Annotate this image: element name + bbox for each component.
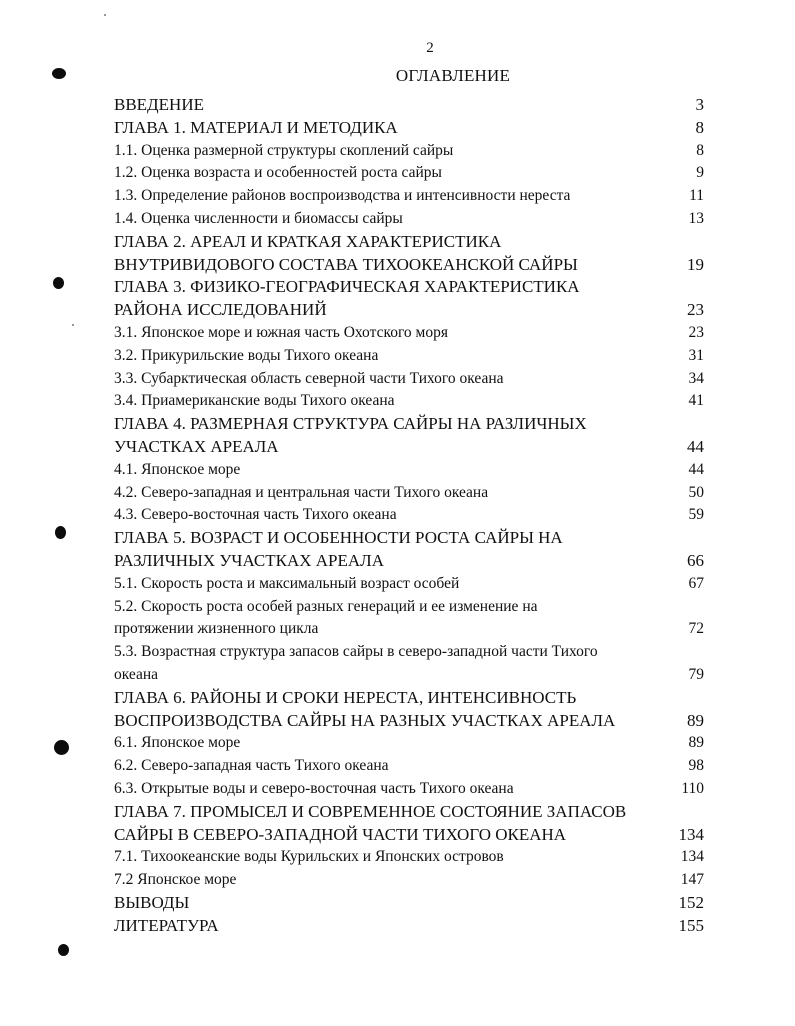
- toc-entry-line: океана: [114, 665, 159, 683]
- toc-entry-title: [114, 504, 664, 527]
- toc-entry-line: 3.3. Субарктическая область северной части Тихого океана: [114, 369, 504, 387]
- toc-page-number: 41: [688, 392, 704, 410]
- toc-page-number: 59: [688, 506, 704, 524]
- toc-entry-line: 3.1. Японское море и южная часть Охотского моря: [114, 323, 448, 341]
- toc-entry-line: 5.1. Скорость роста и максимальный возраст особей: [114, 574, 460, 592]
- toc-section-entry: [114, 140, 704, 163]
- toc-page-number: 134: [680, 848, 704, 866]
- toc-entry-line: ВОСПРОИЗВОДСТВА САЙРЫ НА РАЗНЫХ УЧАСТКАХ АРЕАЛА: [114, 710, 616, 730]
- toc-entry-line: 6.3. Открытые воды и северо-восточная часть Тихого океана: [114, 779, 514, 797]
- toc-page-number: 152: [678, 892, 704, 912]
- toc-page-number: 8: [695, 117, 704, 137]
- toc-entry-line: 6.1. Японское море: [114, 734, 241, 752]
- toc-entry-title: [114, 801, 664, 847]
- toc-page-number: 89: [687, 710, 704, 730]
- toc-section-entry: [114, 504, 704, 527]
- toc-entry-line: ГЛАВА 2. АРЕАЛ И КРАТКАЯ ХАРАКТЕРИСТИКА: [114, 231, 502, 251]
- toc-entry-line: ГЛАВА 1. МАТЕРИАЛ И МЕТОДИКА: [114, 117, 398, 137]
- toc-entry-line: 5.2. Скорость роста особей разных генераций и ее изменение на: [114, 597, 538, 615]
- toc-entry-title: [114, 185, 664, 208]
- toc-entry-title: [114, 162, 664, 185]
- toc-chapter-entry: [114, 801, 704, 847]
- toc-entry-line: ГЛАВА 6. РАЙОНЫ И СРОКИ НЕРЕСТА, ИНТЕНСИВНОСТЬ: [114, 687, 577, 707]
- toc-page-number: 11: [689, 187, 704, 205]
- toc-page-number: 89: [688, 734, 704, 752]
- toc-page-number: 110: [681, 779, 704, 797]
- toc-entry-line: ГЛАВА 4. РАЗМЕРНАЯ СТРУКТУРА САЙРЫ НА РАЗЛИЧНЫХ: [114, 414, 587, 434]
- toc-entry-title: [114, 846, 664, 869]
- scan-blot: [52, 68, 66, 79]
- toc-entry-title: [114, 732, 664, 755]
- toc-entry-line: ЛИТЕРАТУРА: [114, 915, 219, 935]
- toc-page-number: 50: [688, 483, 704, 501]
- toc-entry-title: [114, 459, 664, 482]
- toc-entry-line: ВНУТРИВИДОВОГО СОСТАВА ТИХООКЕАНСКОЙ САЙРЫ: [114, 254, 578, 274]
- table-of-contents: [114, 94, 704, 937]
- toc-entry-line: 4.2. Северо-западная и центральная части Тихого океана: [114, 483, 489, 501]
- toc-page-number: 44: [687, 436, 704, 456]
- toc-section-entry: [114, 846, 704, 869]
- toc-chapter-entry: [114, 687, 704, 733]
- toc-entry-line: ВЫВОДЫ: [114, 892, 190, 912]
- toc-section-entry: [114, 755, 704, 778]
- toc-section-entry: [114, 573, 704, 596]
- toc-entry-title: [114, 573, 664, 596]
- toc-page-number: 66: [687, 550, 704, 570]
- toc-entry-line: 1.2. Оценка возраста и особенностей роста сайры: [114, 164, 442, 182]
- toc-entry-title: [114, 915, 664, 938]
- toc-section-entry: [114, 322, 704, 345]
- toc-chapter-entry: [114, 892, 704, 915]
- toc-entry-line: ГЛАВА 3. ФИЗИКО-ГЕОГРАФИЧЕСКАЯ ХАРАКТЕРИСТИКА: [114, 277, 580, 297]
- toc-page-number: 155: [678, 915, 704, 935]
- toc-section-entry: [114, 459, 704, 482]
- toc-entry-title: [114, 527, 664, 573]
- toc-section-entry: [114, 596, 704, 642]
- toc-section-entry: [114, 162, 704, 185]
- toc-page-number: 44: [688, 460, 704, 478]
- toc-chapter-entry: [114, 231, 704, 277]
- toc-entry-title: [114, 345, 664, 368]
- toc-entry-title: [114, 641, 664, 687]
- scan-blot: [55, 526, 66, 539]
- toc-entry-line: протяжении жизненного цикла: [114, 620, 319, 638]
- toc-page-number: 19: [687, 254, 704, 274]
- toc-entry-line: 3.4. Приамериканские воды Тихого океана: [114, 392, 395, 410]
- toc-entry-line: ГЛАВА 5. ВОЗРАСТ И ОСОБЕННОСТИ РОСТА САЙРЫ НА: [114, 528, 563, 548]
- toc-page-number: 72: [688, 620, 704, 638]
- toc-entry-line: ГЛАВА 7. ПРОМЫСЕЛ И СОВРЕМЕННОЕ СОСТОЯНИЕ ЗАПАСОВ: [114, 801, 627, 821]
- toc-entry-title: [114, 482, 664, 505]
- page-number: 2: [426, 40, 434, 56]
- toc-entry-title: [114, 208, 664, 231]
- scan-speck: [104, 14, 106, 16]
- toc-section-entry: [114, 208, 704, 231]
- toc-entry-title: [114, 892, 664, 915]
- page-title: ОГЛАВЛЕНИЕ: [395, 66, 511, 85]
- toc-entry-line: 4.3. Северо-восточная часть Тихого океана: [114, 506, 397, 524]
- toc-entry-line: САЙРЫ В СЕВЕРО-ЗАПАДНОЙ ЧАСТИ ТИХОГО ОКЕАНА: [114, 824, 567, 844]
- toc-entry-title: [114, 140, 664, 163]
- toc-page-number: 3: [695, 95, 704, 114]
- toc-page-number: 147: [680, 871, 704, 889]
- toc-page-number: 23: [688, 323, 704, 341]
- toc-entry-title: [114, 413, 664, 459]
- toc-section-entry: [114, 732, 704, 755]
- toc-section-entry: [114, 390, 704, 413]
- toc-entry-title: [114, 94, 664, 117]
- toc-entry-title: [114, 778, 664, 801]
- toc-chapter-entry: [114, 915, 704, 938]
- toc-page-number: 134: [678, 824, 704, 844]
- toc-entry-title: [114, 368, 664, 391]
- toc-section-entry: [114, 368, 704, 391]
- toc-section-entry: [114, 641, 704, 687]
- toc-entry-line: 5.3. Возрастная структура запасов сайры в северо-западной части Тихого: [114, 643, 598, 661]
- toc-page-number: 67: [688, 574, 704, 592]
- toc-entry-title: [114, 687, 664, 733]
- toc-entry-line: УЧАСТКАХ АРЕАЛА: [114, 436, 279, 456]
- toc-entry-title: [114, 596, 664, 642]
- toc-section-entry: [114, 185, 704, 208]
- toc-page-number: 9: [696, 164, 704, 182]
- toc-entry-line: 1.4. Оценка численности и биомассы сайры: [114, 209, 403, 227]
- toc-page-number: 98: [688, 757, 704, 775]
- toc-entry-line: 7.1. Тихоокеанские воды Курильских и Японских островов: [114, 848, 504, 866]
- toc-section-entry: [114, 482, 704, 505]
- toc-entry-title: [114, 390, 664, 413]
- toc-entry-line: 7.2 Японское море: [114, 871, 237, 889]
- toc-entry-line: 6.2. Северо-западная часть Тихого океана: [114, 757, 389, 775]
- toc-section-entry: [114, 345, 704, 368]
- toc-page-number: 8: [696, 141, 704, 159]
- toc-entry-title: [114, 322, 664, 345]
- toc-chapter-entry: [114, 94, 704, 117]
- toc-page-number: 34: [688, 369, 704, 387]
- toc-entry-line: 4.1. Японское море: [114, 460, 241, 478]
- scan-speck: [72, 324, 74, 326]
- toc-entry-title: [114, 231, 664, 277]
- toc-section-entry: [114, 778, 704, 801]
- toc-chapter-entry: [114, 527, 704, 573]
- toc-chapter-entry: [114, 117, 704, 140]
- toc-entry-line: ВВЕДЕНИЕ: [114, 95, 204, 114]
- scan-blot: [58, 944, 69, 956]
- toc-entry-title: [114, 869, 664, 892]
- toc-entry-title: [114, 276, 664, 322]
- toc-chapter-entry: [114, 413, 704, 459]
- toc-page-number: 23: [687, 300, 704, 320]
- toc-chapter-entry: [114, 276, 704, 322]
- toc-entry-line: 1.3. Определение районов воспроизводства и интенсивности нереста: [114, 187, 571, 205]
- toc-entry-line: 3.2. Прикурильские воды Тихого океана: [114, 346, 379, 364]
- toc-entry-title: [114, 755, 664, 778]
- toc-entry-line: РАЙОНА ИССЛЕДОВАНИЙ: [114, 300, 327, 320]
- scan-blot: [53, 277, 64, 289]
- toc-entry-line: РАЗЛИЧНЫХ УЧАСТКАХ АРЕАЛА: [114, 550, 384, 570]
- toc-entry-line: 1.1. Оценка размерной структуры скоплений сайры: [114, 141, 454, 159]
- scan-blot: [54, 740, 69, 755]
- toc-page-number: 13: [688, 209, 704, 227]
- toc-entry-title: [114, 117, 664, 140]
- toc-page-number: 79: [688, 665, 704, 683]
- toc-section-entry: [114, 869, 704, 892]
- toc-page-number: 31: [688, 346, 704, 364]
